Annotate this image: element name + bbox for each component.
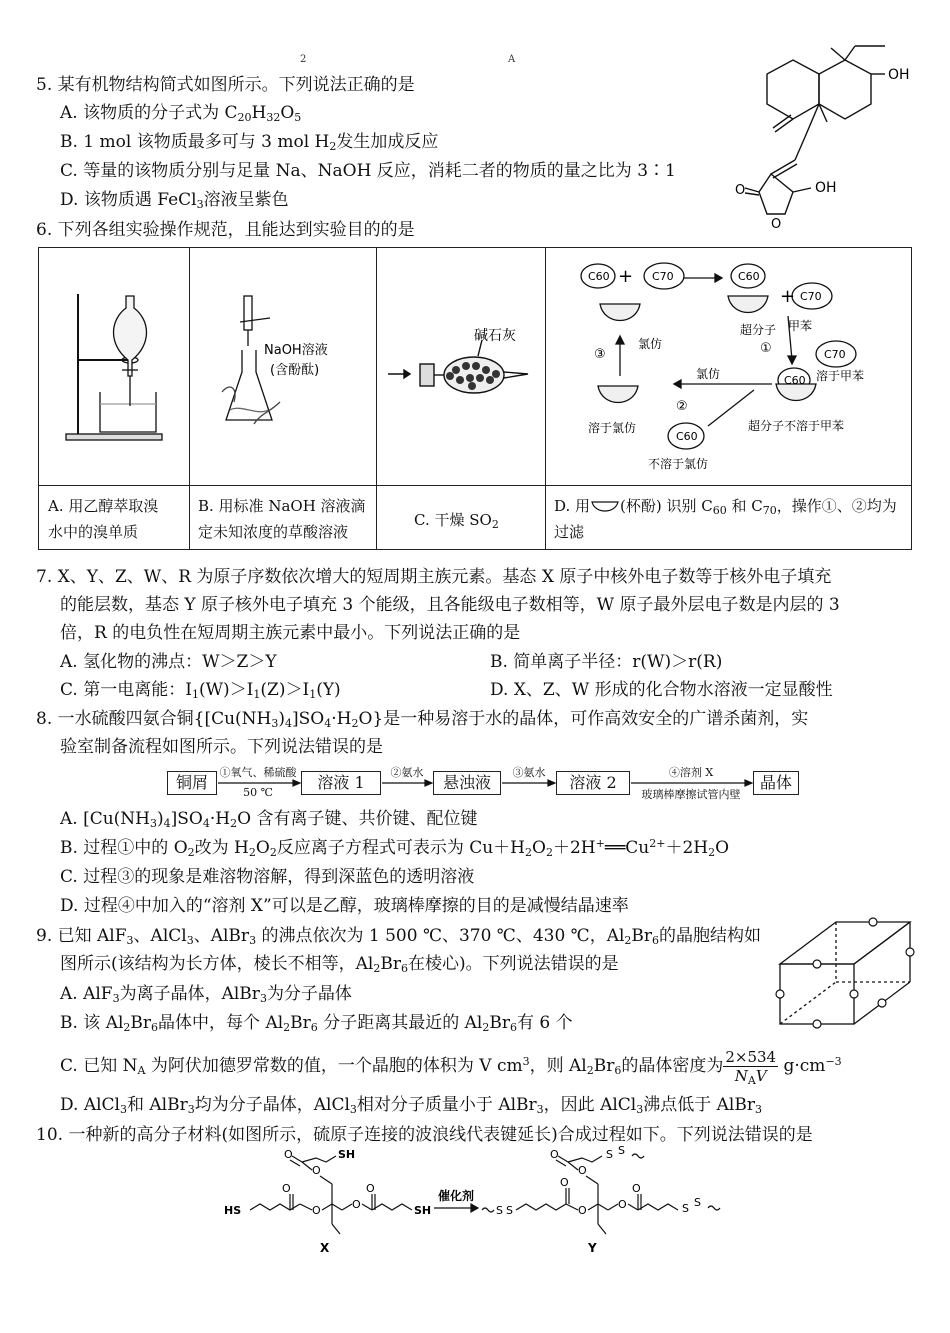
- y-carbonyl-o-right: O: [632, 1182, 641, 1195]
- q8-line1: 8. 一水硫酸四氨合铜$\{[Cu(NH_3)_4]SO_4\cdot H_2O\}$是一种易溶于水的晶体，可作高效安全的广谱杀菌剂，实: [36, 709, 809, 730]
- q7-option-b: B. 简单离子半径：r(W)＞r(R): [490, 652, 723, 672]
- q5-option-d: D. 该物质遇 FeCl$_3$溶液呈紫色: [60, 190, 289, 211]
- sh-top-label: SH: [338, 1148, 356, 1161]
- q6-caption-c: C. 干燥 $SO_2$: [414, 511, 499, 531]
- x-ester-o-top: O: [312, 1164, 321, 1177]
- x-carbonyl-o-top: O: [284, 1148, 293, 1161]
- arrow3-top-label: ③氨水: [512, 766, 546, 779]
- c60-label-3: C60: [784, 374, 806, 387]
- flow-box-suspension: 悬浊液: [433, 771, 501, 795]
- flow-box-crystal: 晶体: [753, 771, 799, 795]
- dissolve-toluene-label: 溶于甲苯: [816, 369, 865, 383]
- flow-box-solution1: 溶液 1: [301, 771, 381, 795]
- molecule-x-label: X: [320, 1241, 330, 1255]
- q6-caption-b-line1: B. 用标准 NaOH 溶液滴: [198, 497, 366, 515]
- q10-stem: 10. 一种新的高分子材料(如图所示，硫原子连接的波浪线代表键延长)合成过程如下。下列说法错误的是: [36, 1125, 813, 1145]
- q8-option-b: B. 过程①中的 $O_2$改为 $H_2O_2$反应离子方程式可表示为 $Cu+H_2O_2+2H^+══Cu^{2+}+2H_2O$: [60, 837, 730, 859]
- drying-tube-apparatus: [380, 326, 540, 406]
- page-mark-right: A: [508, 54, 516, 65]
- chloroform-label-2: 氯仿: [696, 367, 721, 381]
- x-ester-o-right: O: [352, 1198, 361, 1211]
- q9-line2: 图所示(该结构为长方体，棱长不相等，$Al_2Br_6$在棱心)。下列说法错误的是: [60, 954, 619, 975]
- page-mark-left: 2: [300, 54, 307, 65]
- al2br6-unit-cell: [772, 914, 922, 1036]
- arrow1-top-label: ①氧气、稀硫酸: [219, 766, 297, 779]
- q7-option-c: C. 第一电离能：$I_1(W)>I_1(Z)>I_1(Y)$: [60, 680, 341, 701]
- sh-right-label: SH: [414, 1204, 432, 1217]
- q9-option-b: B. 该 $Al_2Br_6$晶体中，每个 $Al_2Br_6$ 分子距离其最近的 $Al_2Br_6$有 6 个: [60, 1013, 573, 1034]
- ring-o-label: O: [771, 217, 782, 232]
- dissolve-chloroform-label: 溶于氯仿: [588, 421, 637, 435]
- y-ester-o-right: O: [618, 1198, 627, 1211]
- insoluble-toluene-label: 超分子不溶于甲苯: [748, 419, 845, 433]
- step1-label: ①: [760, 341, 772, 356]
- toluene-label: 甲苯: [788, 319, 813, 333]
- q6-caption-a-line2: 水中的溴单质: [48, 523, 139, 541]
- arrow4-top-label: ④溶剂 X: [668, 766, 714, 779]
- y-s-left-2: S: [506, 1204, 513, 1217]
- q8-line2: 验室制备流程如图所示。下列说法错误的是: [60, 737, 383, 757]
- flow-box-copper: 铜屑: [167, 771, 217, 795]
- step3-label: ③: [594, 347, 606, 362]
- arrow1-bottom-label: 50 ℃: [243, 786, 273, 799]
- q7-line2: 的能层数，基态 Y 原子核外电子填充 3 个能级，且各能级电子数相等，W 原子最外层电子数是内层的 3: [60, 595, 840, 615]
- q9-option-a: A. AlF$_3$为离子晶体，AlBr$_3$为分子晶体: [60, 984, 352, 1005]
- density-fraction: $\frac{2\times 534}{N_AV}$: [725, 1048, 777, 1087]
- y-s-right-2: S: [694, 1196, 701, 1209]
- q7-line1: 7. X、Y、Z、W、R 为原子序数依次增大的短周期主族元素。基态 X 原子中核外电子数等于核外电子填充: [36, 567, 832, 587]
- soda-lime-label: 碱石灰: [474, 328, 516, 344]
- naoh-solution-label: NaOH溶液: [264, 343, 328, 358]
- calixarene-separation-scheme: [560, 256, 900, 476]
- q9-line1: 9. 已知 AlF$_3$、AlCl$_3$、AlBr$_3$ 的沸点依次为 1 500 ℃、370 ℃、430 ℃，$Al_2Br_6$的晶胞结构如: [36, 926, 762, 947]
- y-s-top-1: S: [606, 1148, 613, 1161]
- carbonyl-o-label: O: [735, 183, 746, 198]
- c70-label-1: C70: [652, 270, 674, 283]
- q7-line3: 倍，R 的电负性在短周期主族元素中最小。下列说法正确的是: [60, 623, 521, 643]
- q5-molecule-structure: [735, 42, 915, 232]
- q6-caption-d-line1: D. 用 (杯酚) 识别 $C_{60}$ 和 $C_{70}$，操作①、②均为: [554, 497, 897, 517]
- c70-label-3: C70: [824, 348, 846, 361]
- indicator-label: (含酚酞): [270, 363, 320, 378]
- y-s-right-1: S: [682, 1202, 689, 1215]
- q5-stem: 5. 某有机物结构简式如图所示。下列说法正确的是: [36, 75, 415, 95]
- q9-option-c: C. 已知 $N_A$ 为阿伏加德罗常数的值，一个晶胞的体积为 V $cm^3$，则 $Al_2Br_6$的晶体密度为 $\frac{2\times 534}{N_AV}$ $g\cdot cm^{-3}$: [60, 1048, 842, 1087]
- x-ester-o-left: O: [312, 1204, 321, 1217]
- chloroform-label-1: 氯仿: [638, 337, 663, 351]
- q5-option-a: A. 该物质的分子式为 $C_{20}H_{32}O_5$: [60, 103, 302, 124]
- y-ester-o-left: O: [578, 1204, 587, 1217]
- y-s-left-1: S: [496, 1204, 503, 1217]
- step2-label: ②: [676, 399, 688, 414]
- separatory-funnel-apparatus: [60, 288, 170, 443]
- q8-option-c: C. 过程③的现象是难溶物溶解，得到深蓝色的透明溶液: [60, 867, 475, 887]
- q6-caption-d-line2: 过滤: [554, 523, 585, 541]
- oh-label-bottom: OH: [815, 180, 837, 196]
- q8-option-d: D. 过程④中加入的“溶剂 X”可以是乙醇，玻璃棒摩擦的目的是减慢结晶速率: [60, 896, 629, 916]
- y-s-top-2: S: [618, 1144, 625, 1157]
- calixarene-cup-icon: [590, 500, 620, 514]
- oh-label-top: OH: [888, 67, 910, 83]
- arrow4-bottom-label: 玻璃棒摩擦试管内壁: [641, 788, 741, 801]
- flow-box-solution2: 溶液 2: [556, 771, 630, 795]
- c70-label-2: C70: [800, 290, 822, 303]
- molecule-y-label: Y: [588, 1241, 597, 1255]
- c60-label-2: C60: [738, 270, 760, 283]
- c60-label-4: C60: [676, 430, 698, 443]
- x-carbonyl-o-right: O: [366, 1182, 375, 1195]
- y-carbonyl-o-top: O: [550, 1148, 559, 1161]
- q5-option-c: C. 等量的该物质分别与足量 Na、NaOH 反应，消耗二者的物质的量之比为 3∶1: [60, 161, 676, 181]
- q6-caption-b-line2: 定未知浓度的草酸溶液: [198, 523, 349, 541]
- arrow2-top-label: ②氨水: [390, 766, 424, 779]
- plus-sign-2: +: [780, 286, 796, 307]
- insoluble-chloroform-label: 不溶于氯仿: [648, 457, 709, 471]
- y-carbonyl-o-left: O: [560, 1176, 569, 1189]
- q9-option-d: D. AlCl$_3$和 AlBr$_3$均为分子晶体，AlCl$_3$相对分子质量小于 AlBr$_3$，因此 AlCl$_3$沸点低于 AlBr$_3$: [60, 1095, 762, 1116]
- polymer-synthesis-scheme: [220, 1144, 740, 1260]
- q7-option-d: D. X、Z、W 形成的化合物水溶液一定显酸性: [490, 680, 833, 700]
- q6-caption-a-line1: A. 用乙醇萃取溴: [48, 497, 159, 515]
- catalyst-label: 催化剂: [438, 1189, 475, 1203]
- q8-option-a: A. $[Cu(NH_3)_4]SO_4\cdot H_2O$ 含有离子键、共价键、配位键: [60, 809, 478, 830]
- y-ester-o-top: O: [578, 1164, 587, 1177]
- supramolecule-label: 超分子: [740, 323, 777, 337]
- hs-left-label: HS: [224, 1204, 242, 1217]
- q5-option-b: B. 1 mol 该物质最多可与 3 mol $H_2$发生加成反应: [60, 132, 439, 153]
- c60-label-1: C60: [588, 270, 610, 283]
- q6-stem: 6. 下列各组实验操作规范，且能达到实验目的的是: [36, 220, 415, 240]
- q7-option-a: A. 氢化物的沸点：W＞Z＞Y: [60, 652, 277, 672]
- flow-arrows: [0, 770, 950, 800]
- x-carbonyl-o-left: O: [282, 1182, 291, 1195]
- plus-sign-1: +: [618, 266, 634, 287]
- titration-apparatus: [220, 292, 328, 442]
